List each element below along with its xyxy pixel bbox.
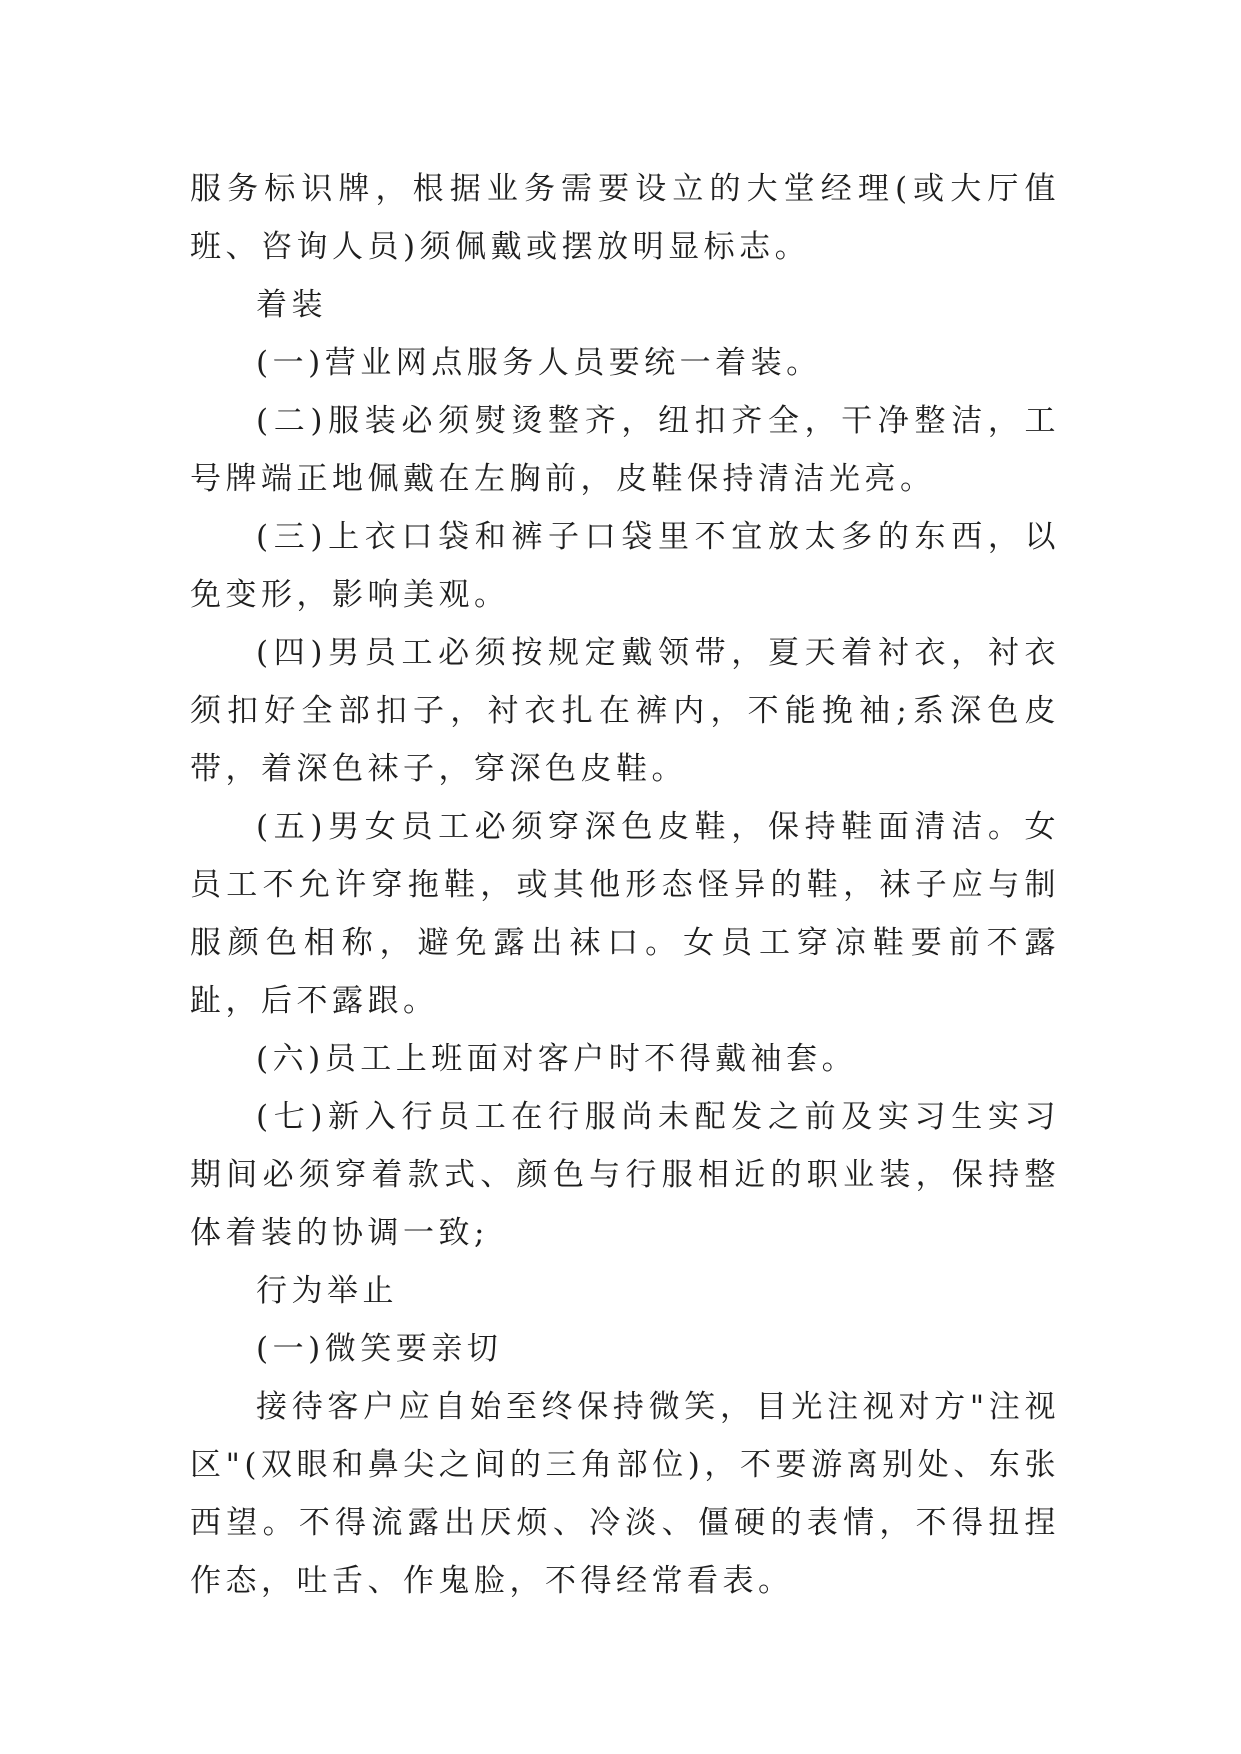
heading-attire: 着装: [256, 287, 327, 323]
heading-behavior: 行为举止: [256, 1273, 398, 1309]
paragraph-attire-5: (五)男女员工必须穿深色皮鞋，保持鞋面清洁。女员工不允许穿拖鞋，或其他形态怪异的鞋，袜子应与制服颜色相称，避免露出袜口。女员工穿凉鞋要前不露趾，后不露跟。: [190, 809, 1060, 1019]
paragraph-attire-4: (四)男员工必须按规定戴领带，夏天着衬衣，衬衣须扣好全部扣子，衬衣扎在裤内，不能挽袖;系深色皮带，着深色袜子，穿深色皮鞋。: [190, 635, 1060, 787]
document-body: [190, 160, 1060, 1610]
paragraph-service-badge: 服务标识牌，根据业务需要设立的大堂经理(或大厅值班、咨询人员)须佩戴或摆放明显标志。: [190, 171, 1060, 265]
paragraph-attire-3: (三)上衣口袋和裤子口袋里不宜放太多的东西，以免变形，影响美观。: [190, 519, 1060, 613]
paragraph-attire-2: (二)服装必须熨烫整齐，纽扣齐全，干净整洁，工号牌端正地佩戴在左胸前，皮鞋保持清洁光亮。: [190, 403, 1060, 497]
paragraph-smile-details: 接待客户应自始至终保持微笑，目光注视对方"注视区"(双眼和鼻尖之间的三角部位)，不要游离别处、东张西望。不得流露出厌烦、冷淡、僵硬的表情，不得扭捏作态，吐舌、作鬼脸，不得经常看表。: [190, 1389, 1060, 1599]
paragraph-attire-1: (一)营业网点服务人员要统一着装。: [256, 345, 822, 381]
paragraph-behavior-1: (一)微笑要亲切: [256, 1331, 503, 1367]
paragraph-attire-7: (七)新入行员工在行服尚未配发之前及实习生实习期间必须穿着款式、颜色与行服相近的职业装，保持整体着装的协调一致;: [190, 1099, 1060, 1251]
paragraph-attire-6: (六)员工上班面对客户时不得戴袖套。: [256, 1041, 858, 1077]
